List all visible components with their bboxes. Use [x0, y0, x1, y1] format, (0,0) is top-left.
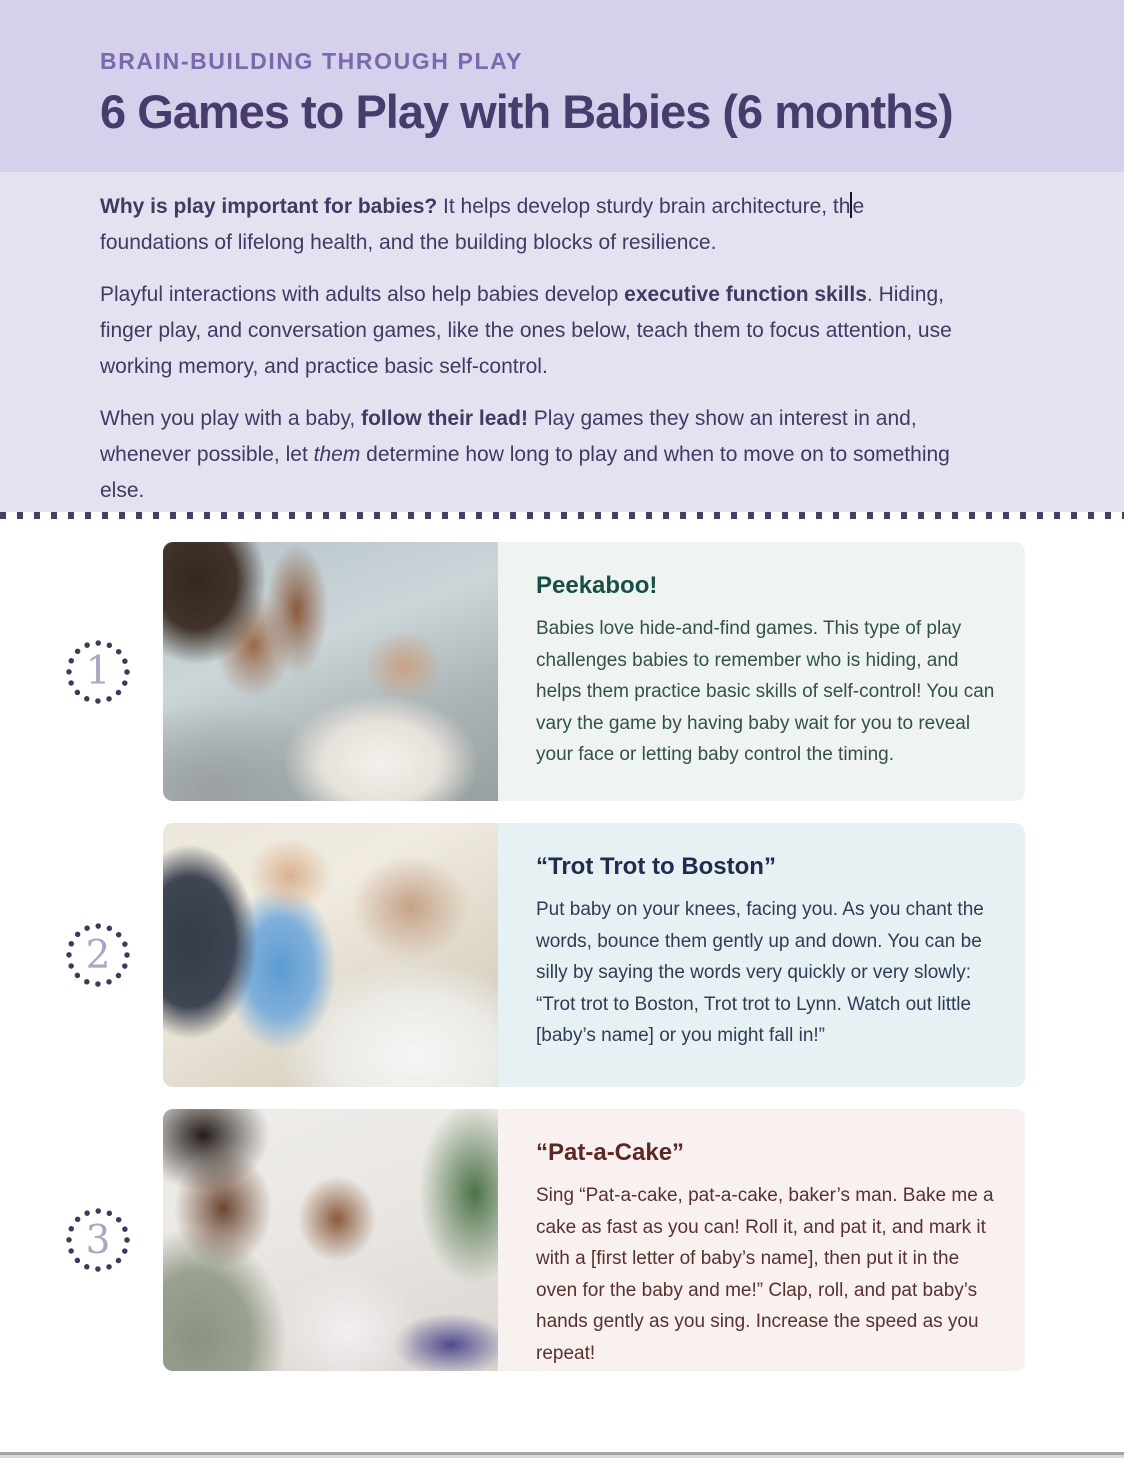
step-number: 2: [85, 932, 111, 978]
intro-paragraph-1[interactable]: [100, 189, 955, 261]
intro-p2-text-b: . Hiding, finger play, and conversation games, like the ones below, teach them to focus attention, use working memory, and practice basic self-control.: [100, 283, 952, 378]
intro-section: [0, 172, 1124, 512]
header-band: [0, 0, 1124, 172]
page-title: 6 Games to Play with Babies (6 months): [100, 85, 953, 138]
game-card-pat-a-cake: [163, 1109, 1025, 1371]
game-row-3: [85, 1109, 1124, 1371]
page-bottom-edge: [0, 1450, 1124, 1458]
intro-p3-bold: follow their lead!: [361, 407, 528, 430]
intro-p1-text-a: It helps develop sturdy brain architecture, th: [437, 195, 851, 218]
intro-p1-bold: Why is play important for babies?: [100, 195, 438, 218]
intro-paragraph-3: [100, 401, 955, 509]
card-text-block: [498, 1109, 1025, 1371]
step-badge-2: [65, 922, 131, 988]
photo-mother-playing-peekaboo-with-baby: [163, 542, 498, 801]
intro-p3-text-b: Play games they show an interest in and, whenever possible, let: [100, 407, 917, 466]
intro-p3-text-c: determine how long to play and when to move on to something else.: [100, 443, 950, 502]
card-text-block: [498, 542, 1025, 801]
game-title: Peekaboo!: [536, 572, 658, 599]
dotted-divider: [0, 512, 1124, 519]
game-description: Babies love hide-and-find games. This type of play challenges babies to remember who is hiding, and helps them practice basic skills of self-control! You can vary the game by having baby wait for you to reveal your face or letting baby control the timing.: [536, 618, 995, 765]
intro-p2-bold: executive function skills: [624, 283, 867, 306]
photo-mother-clapping-pat-a-cake-with-baby: [163, 1109, 498, 1371]
intro-p1-text-b: e foundations of lifelong health, and the building blocks of resilience.: [100, 195, 865, 254]
photo-father-bouncing-baby-on-couch: [163, 823, 498, 1087]
game-description: Sing “Pat-a-cake, pat-a-cake, baker’s man. Bake me a cake as fast as you can! Roll it, and pat it, and mark it with a [first letter of baby’s name], then put it in the oven for the baby and me!” Clap, roll, and pat baby’s hands gently as you sing. Increase the speed as you repeat!: [536, 1185, 994, 1364]
step-number: 1: [85, 649, 111, 694]
game-card-peekaboo: [163, 542, 1025, 801]
game-title: “Pat-a-Cake”: [536, 1139, 685, 1166]
intro-p3-text-a: When you play with a baby,: [100, 407, 362, 430]
game-title: “Trot Trot to Boston”: [536, 853, 776, 880]
intro-p2-text-a: Playful interactions with adults also help babies develop: [100, 283, 625, 306]
game-description: Put baby on your knees, facing you. As you chant the words, bounce them gently up and down. You can be silly by saying the words very quickly or very slowly: “Trot trot to Boston, Trot trot to Lynn. Watch out little [baby’s name] or you might fall in!”: [536, 899, 984, 1046]
intro-paragraph-2: [100, 277, 955, 385]
intro-p3-italic: them: [313, 443, 361, 466]
step-number: 3: [85, 1217, 111, 1263]
games-list: [0, 519, 1124, 1371]
game-row-2: [85, 823, 1124, 1087]
step-badge-1: [65, 639, 131, 705]
eyebrow-heading: BRAIN-BUILDING THROUGH PLAY: [100, 48, 524, 74]
game-card-trot-trot-to-boston: [163, 823, 1025, 1087]
game-row-1: [85, 542, 1124, 801]
step-badge-3: [65, 1207, 131, 1273]
card-text-block: [498, 823, 1025, 1087]
